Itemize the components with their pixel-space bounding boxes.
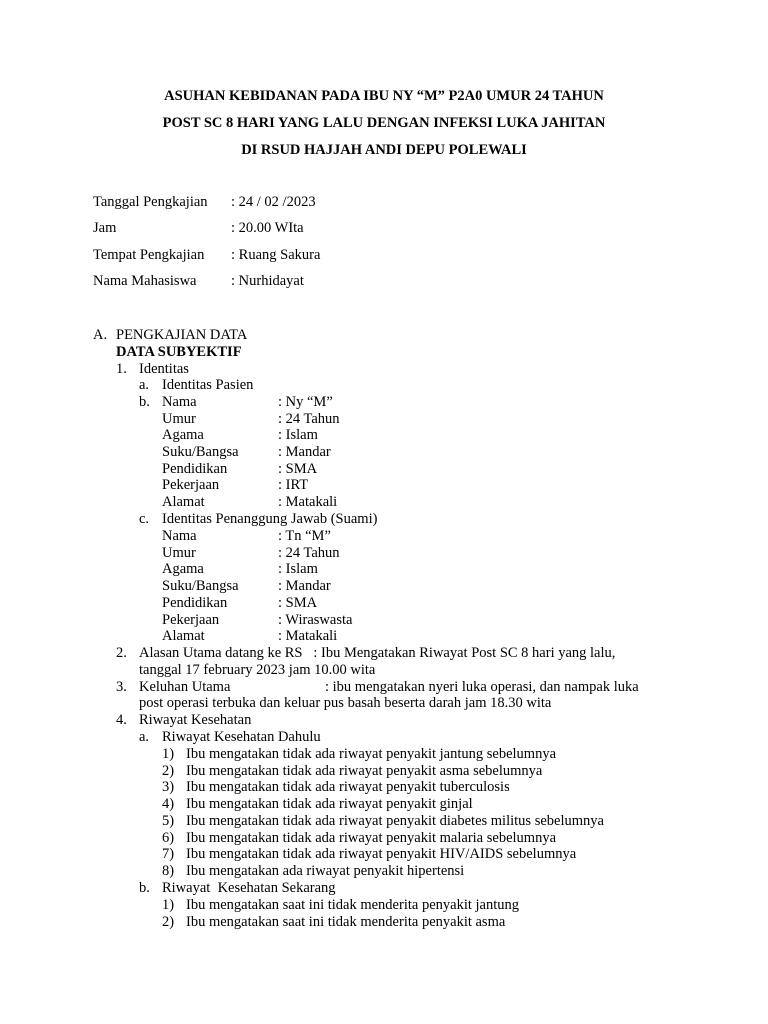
- pasien-label: Agama: [162, 427, 204, 443]
- dahulu-number: 1): [162, 746, 175, 762]
- item-2-line-2: tanggal 17 february 2023 jam 10.00 wita: [139, 662, 376, 678]
- section-a-subtitle: DATA SUBYEKTIF: [116, 344, 242, 360]
- suami-value: : Wiraswasta: [278, 612, 353, 628]
- item-2-line-1: Alasan Utama datang ke RS : Ibu Mengatakan Riwayat Post SC 8 hari yang lalu,: [139, 645, 616, 661]
- item-1c-title: Identitas Penanggung Jawab (Suami): [162, 511, 378, 527]
- title-line-1: ASUHAN KEBIDANAN PADA IBU NY “M” P2A0 UMUR 24 TAHUN: [164, 88, 604, 104]
- info-value-tempat: : Ruang Sakura: [231, 247, 321, 263]
- item-4b-title: Riwayat Kesehatan Sekarang: [162, 880, 336, 896]
- info-value-tanggal: : 24 / 02 /2023: [231, 194, 316, 210]
- item-1-title: Identitas: [139, 361, 189, 377]
- suami-label: Pendidikan: [162, 595, 228, 611]
- item-1a-title: Identitas Pasien: [162, 377, 254, 393]
- pasien-value: : Mandar: [278, 444, 331, 460]
- suami-value: : 24 Tahun: [278, 545, 340, 561]
- dahulu-text: Ibu mengatakan ada riwayat penyakit hipertensi: [186, 863, 465, 879]
- item-1b-letter: b.: [139, 394, 150, 410]
- info-value-mahasiswa: : Nurhidayat: [231, 273, 304, 289]
- info-value-jam: : 20.00 WIta: [231, 220, 304, 236]
- info-label-mahasiswa: Nama Mahasiswa: [93, 273, 197, 289]
- item-3-line-2: post operasi terbuka dan keluar pus basah beserta darah jam 18.30 wita: [139, 695, 552, 711]
- suami-label: Agama: [162, 561, 204, 577]
- pasien-value: : Matakali: [278, 494, 338, 510]
- pasien-label: Pendidikan: [162, 461, 228, 477]
- info-label-tempat: Tempat Pengkajian: [93, 247, 205, 263]
- suami-value: : SMA: [278, 595, 318, 611]
- dahulu-text: Ibu mengatakan tidak ada riwayat penyakit jantung sebelumnya: [186, 746, 557, 762]
- section-a-title: PENGKAJIAN DATA: [116, 327, 248, 343]
- pasien-value: : SMA: [278, 461, 318, 477]
- pasien-label: Suku/Bangsa: [162, 444, 239, 460]
- sekarang-text: Ibu mengatakan saat ini tidak menderita penyakit jantung: [186, 897, 519, 913]
- pasien-value: : Ny “M”: [278, 394, 333, 410]
- dahulu-text: Ibu mengatakan tidak ada riwayat penyakit HIV/AIDS sebelumnya: [186, 846, 577, 862]
- item-1c-letter: c.: [139, 511, 150, 527]
- suami-label: Alamat: [162, 628, 205, 644]
- suami-value: : Matakali: [278, 628, 338, 644]
- info-label-jam: Jam: [93, 220, 117, 236]
- item-4-title: Riwayat Kesehatan: [139, 712, 252, 728]
- item-3-line-1: : ibu mengatakan nyeri luka operasi, dan nampak luka: [325, 679, 639, 695]
- dahulu-number: 7): [162, 846, 175, 862]
- suami-value: : Mandar: [278, 578, 331, 594]
- item-1-number: 1.: [116, 361, 127, 377]
- pasien-label: Pekerjaan: [162, 477, 220, 493]
- dahulu-text: Ibu mengatakan tidak ada riwayat penyakit tuberculosis: [186, 779, 510, 795]
- suami-value: : Tn “M”: [278, 528, 331, 544]
- dahulu-number: 8): [162, 863, 175, 879]
- item-4a-title: Riwayat Kesehatan Dahulu: [162, 729, 321, 745]
- dahulu-text: Ibu mengatakan tidak ada riwayat penyakit asma sebelumnya: [186, 763, 543, 779]
- sekarang-text: Ibu mengatakan saat ini tidak menderita penyakit asma: [186, 914, 506, 930]
- dahulu-text: Ibu mengatakan tidak ada riwayat penyakit ginjal: [186, 796, 473, 812]
- info-label-tanggal: Tanggal Pengkajian: [93, 194, 208, 210]
- dahulu-text: Ibu mengatakan tidak ada riwayat penyakit malaria sebelumnya: [186, 830, 557, 846]
- dahulu-number: 2): [162, 763, 175, 779]
- suami-value: : Islam: [278, 561, 318, 577]
- item-4b-letter: b.: [139, 880, 150, 896]
- pasien-label: Umur: [162, 411, 196, 427]
- title-line-2: POST SC 8 HARI YANG LALU DENGAN INFEKSI LUKA JAHITAN: [162, 115, 606, 131]
- section-a-number: A.: [93, 327, 108, 343]
- item-4-number: 4.: [116, 712, 127, 728]
- dahulu-number: 5): [162, 813, 175, 829]
- pasien-value: : 24 Tahun: [278, 411, 340, 427]
- suami-label: Suku/Bangsa: [162, 578, 239, 594]
- dahulu-text: Ibu mengatakan tidak ada riwayat penyakit diabetes militus sebelumnya: [186, 813, 604, 829]
- dahulu-number: 4): [162, 796, 175, 812]
- item-2-number: 2.: [116, 645, 127, 661]
- pasien-label: Alamat: [162, 494, 205, 510]
- sekarang-number: 1): [162, 897, 175, 913]
- suami-label: Umur: [162, 545, 196, 561]
- item-1a-letter: a.: [139, 377, 150, 393]
- item-4a-letter: a.: [139, 729, 150, 745]
- pasien-label: Nama: [162, 394, 197, 410]
- item-3-label: Keluhan Utama: [139, 679, 231, 695]
- dahulu-number: 3): [162, 779, 175, 795]
- pasien-value: : IRT: [278, 477, 309, 493]
- item-3-number: 3.: [116, 679, 127, 695]
- suami-label: Nama: [162, 528, 197, 544]
- title-line-3: DI RSUD HAJJAH ANDI DEPU POLEWALI: [241, 142, 527, 158]
- pasien-value: : Islam: [278, 427, 318, 443]
- suami-label: Pekerjaan: [162, 612, 220, 628]
- dahulu-number: 6): [162, 830, 175, 846]
- sekarang-number: 2): [162, 914, 175, 930]
